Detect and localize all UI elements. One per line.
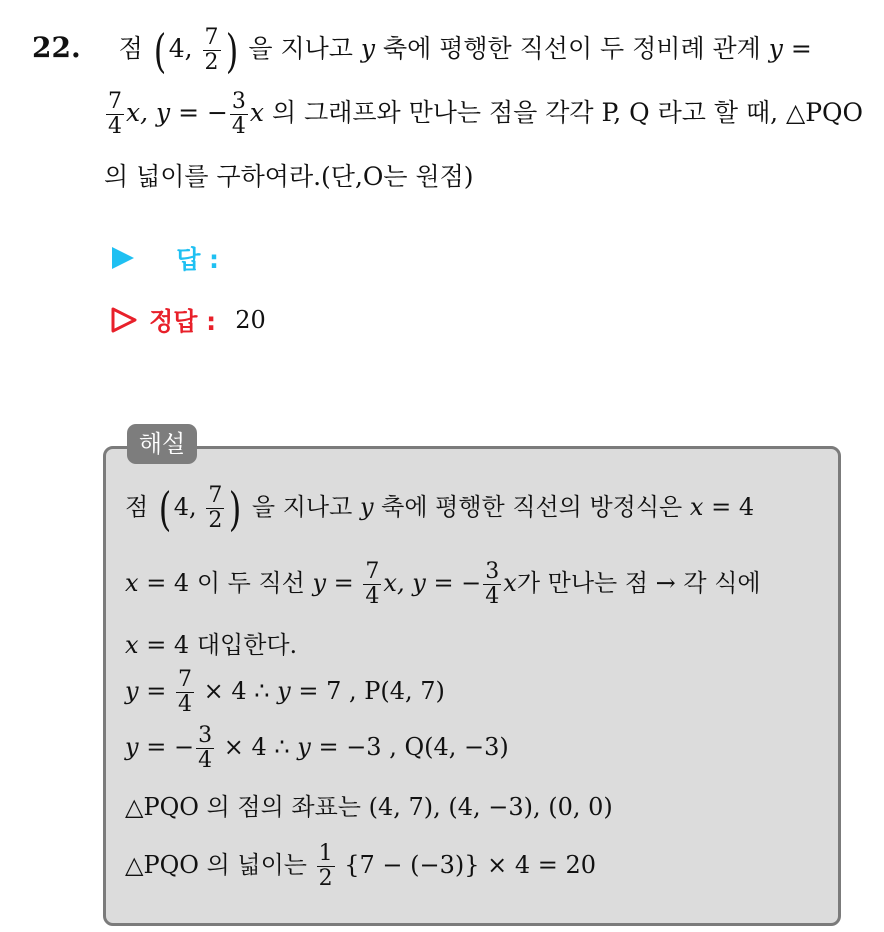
paren-right: ) <box>225 23 238 78</box>
problem-line-3: 의 넓이를 구하여라.(단,O는 원점) <box>104 162 474 191</box>
text: = <box>146 677 167 705</box>
fraction: $\frac{7}{4}$ <box>177 667 192 717</box>
var: y <box>156 98 171 127</box>
var: x <box>503 569 517 597</box>
var: y <box>125 677 139 705</box>
var: y <box>360 34 376 63</box>
var: y <box>125 733 139 761</box>
correct-answer-label: 정답 : <box>149 307 217 336</box>
correct-answer-value: 20 <box>235 306 266 334</box>
text: 을 지나고 <box>248 34 353 63</box>
point-x: 4, <box>168 34 193 63</box>
text: 가 만나는 점 → 각 식에 <box>516 569 761 597</box>
text: = − <box>146 733 195 761</box>
text: = <box>790 34 812 63</box>
play-arrow-icon <box>110 245 136 271</box>
correct-answer-row <box>110 302 266 338</box>
explanation-line-3 <box>125 630 297 660</box>
explanation-tab: 해설 <box>127 424 197 464</box>
text: = <box>333 569 354 597</box>
var: y <box>412 569 426 597</box>
fraction: $\frac{7}{2}$ <box>204 25 219 75</box>
fraction: $\frac{7}{4}$ <box>365 559 380 609</box>
point-x: 4, <box>173 493 197 521</box>
problem-line-2 <box>104 90 863 139</box>
explanation-line-6: △PQO 의 점의 좌표는 (4, 7), (4, −3), (0, 0) <box>125 793 613 821</box>
var: y <box>768 34 783 63</box>
paren-left: ( <box>153 23 166 78</box>
var: x <box>689 493 704 521</box>
text: 점 <box>125 493 149 521</box>
text: 의 그래프와 만나는 점을 각각 P, Q 라고 할 때, △PQO <box>271 98 864 127</box>
var: x <box>125 631 139 659</box>
text: 을 지나고 <box>251 493 353 521</box>
var: x, <box>383 569 405 597</box>
fraction: $\frac{3}{4}$ <box>485 559 500 609</box>
var: x <box>249 98 265 127</box>
paren-right: ) <box>229 481 242 536</box>
text: △PQO 의 넓이는 <box>125 851 307 879</box>
answer-label: 답 : <box>176 245 220 274</box>
problem-number: 22. <box>32 31 81 64</box>
text: × 4 ∴ <box>223 733 290 761</box>
fraction: $\frac{3}{4}$ <box>231 89 246 139</box>
text: 축에 평행한 직선이 두 정비례 관계 <box>383 34 761 63</box>
text: = −3 , Q(4, −3) <box>318 733 509 761</box>
text: = 4 대입한다. <box>146 631 298 659</box>
text: × 4 ∴ <box>203 677 270 705</box>
text: = 4 이 두 직선 <box>146 569 305 597</box>
var: x <box>125 569 139 597</box>
fraction: $\frac{7}{2}$ <box>208 483 223 533</box>
explanation-line-4 <box>125 668 445 717</box>
explanation-line-7 <box>125 842 596 891</box>
answer-row <box>110 240 219 276</box>
var: y <box>312 569 327 597</box>
text: = − <box>433 569 482 597</box>
explanation-line-5 <box>125 724 509 773</box>
paren-left: ( <box>158 481 172 536</box>
text: = 4 <box>711 493 755 521</box>
fraction: $\frac{7}{4}$ <box>108 89 122 139</box>
explanation-line-2 <box>125 560 761 609</box>
var: y <box>297 733 311 761</box>
outline-arrow-icon <box>110 306 138 334</box>
problem-line-1 <box>32 23 812 78</box>
var: y <box>359 493 374 521</box>
fraction: $\frac{1}{2}$ <box>318 841 333 891</box>
text: {7 − (−3)} × 4 = 20 <box>344 851 597 879</box>
var: x, <box>126 98 149 127</box>
text: = − <box>178 98 228 127</box>
explanation-line-1 <box>125 481 755 536</box>
fraction: $\frac{3}{4}$ <box>198 723 213 773</box>
text: 점 <box>118 34 143 63</box>
var: y <box>277 677 291 705</box>
text: = 7 , P(4, 7) <box>298 677 445 705</box>
text: 축에 평행한 직선의 방정식은 <box>381 493 683 521</box>
